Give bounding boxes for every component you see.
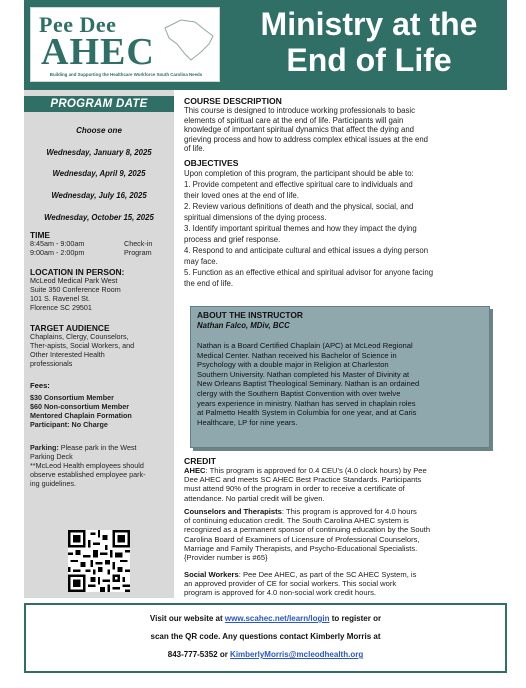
about-instructor-box (190, 306, 490, 448)
title-line-1: Ministry at the (260, 6, 478, 42)
objectives-line: 1. Provide competent and effective spiritual care to individuals and (184, 180, 413, 189)
credit-ahec-label: AHEC (184, 466, 206, 475)
audience-line: professionals (30, 359, 73, 368)
fee-line: $60 Non-consortium Member (30, 402, 130, 411)
credit-social-text: : Pee Dee AHEC, as part of the SC AHEC System, is (238, 570, 417, 579)
location-line: Suite 350 Conference Room (30, 285, 121, 294)
credit-social-label: Social Workers (184, 570, 239, 579)
objectives-heading: OBJECTIVES (184, 158, 239, 168)
credit-counselors-label: Counselors and Therapists (184, 507, 282, 516)
contact-footer (24, 603, 507, 673)
course-description-line: grieving process and how to address complex ethical issues at the end (184, 134, 429, 144)
location-heading: LOCATION IN PERSON: (30, 267, 125, 277)
credit-ahec-text: : This program is approved for 0.4 CEU's (4.0 clock hours) by Pee (205, 466, 427, 475)
course-description-line: knowledge of important spiritual dynamics that affect the dying and (184, 125, 414, 134)
date-option: Wednesday, January 8, 2025 (46, 148, 152, 157)
objectives-line: process and grief response. (184, 235, 281, 244)
sidebar (24, 90, 174, 598)
objectives-line: 3. Identify important spiritual themes and how they impact the dying (184, 224, 417, 233)
time-label: Program (124, 248, 152, 257)
website-link[interactable]: www.scahec.net/learn/login (224, 614, 330, 623)
instructor-bio-line: Nathan is a Board Certified Chaplain (APC) at McLeod Regional (197, 341, 413, 350)
footer-line-1 (26, 614, 505, 623)
choose-one-label: Choose one (76, 126, 122, 135)
credit-social-block (184, 570, 502, 598)
registration-qr-code[interactable] (68, 530, 130, 592)
header-banner (24, 0, 507, 90)
pee-dee-ahec-logo (30, 7, 220, 82)
parking-text: Please park in the West (58, 443, 137, 452)
location-line: McLeod Medical Park West (30, 276, 118, 285)
credit-social-line: program is approved for 4.0 non-social work credit hours. (184, 588, 377, 598)
credit-counselors-line (184, 507, 502, 516)
instructor-bio-line: years experience in ministry. Nathan has served in chaplain roles (197, 398, 416, 408)
parking-line: **McLeod Health employees should (30, 461, 144, 470)
course-description-line: of life. (184, 144, 205, 153)
objectives-line: 5. Function as an effective ethical and spiritual advisor for anyone facing (184, 268, 434, 277)
instructor-bio-line: Southern University. Nathan completed his Master of Divinity at (197, 369, 410, 379)
objectives-line: spiritual dimensions of the dying process. (184, 213, 327, 222)
instructor-name: Nathan Falco, MDiv, BCC (197, 321, 290, 330)
parking-line: Parking Deck (30, 452, 73, 461)
title-line-2: End of Life (286, 42, 452, 78)
instructor-bio-line: at Palmetto Health System in Columbia for one year, and at Caris (197, 408, 417, 418)
objectives-line: their loved ones at the end of life. (184, 191, 299, 200)
instructor-bio-line: clergy with the Southern Baptist Convention with over twelve (197, 388, 401, 398)
instructor-bio-line: New Orleans Baptist Theological Seminary. Nathan is an ordained (197, 379, 420, 389)
footer-text: Visit our website at (149, 614, 225, 623)
logo-tagline: Building and Supporting the Healthcare Workforce South Carolina Needs (49, 72, 203, 77)
objectives-line: 4. Respond to and anticipate cultural and ethical issues a dying person (184, 246, 429, 255)
date-option: Wednesday, April 9, 2025 (52, 169, 146, 178)
location-line: 101 S. Ravenel St. (30, 294, 90, 303)
credit-social-line: an approved provider of CE for social workers. This social work (184, 579, 397, 589)
fees-heading: Fees: (30, 381, 50, 390)
fee-line: Mentored Chaplain Formation (30, 411, 132, 420)
time-value: 8:45am - 9:00am (30, 239, 85, 248)
audience-line: Ther-apists, Social Workers, and (30, 341, 135, 350)
about-instructor-heading: ABOUT THE INSTRUCTOR (197, 310, 303, 320)
credit-counselors-block (184, 507, 502, 562)
objectives-line: may face. (184, 257, 218, 266)
footer-line-2: scan the QR code. Any questions contact Kimberly Morris at (150, 632, 381, 641)
credit-counselors-line: Marriage and Family Therapists, and Psycho-Educational Specialists. (184, 543, 418, 553)
fee-line: $30 Consortium Member (30, 393, 114, 402)
parking-line: observe established employee park- (30, 470, 146, 479)
instructor-bio (197, 341, 485, 427)
credit-counselors-line: Carolina Board of Examiners of Licensure of Professional Counselors, (184, 534, 420, 544)
location-line: Florence SC 29501 (30, 303, 92, 312)
time-heading: TIME (30, 230, 51, 240)
course-description-line: elements of spiritual care at the end of life. Participants will gain (184, 115, 404, 125)
footer-line-3 (26, 650, 505, 659)
instructor-bio-line: Psychology with a double major in Religion at Charleston (197, 360, 389, 370)
south-carolina-map-icon (161, 14, 217, 64)
audience-line: Chaplains, Clergy, Counselors, (30, 332, 129, 341)
credit-ahec-line: must attend 90% of the program in order to receive a certificate of (184, 484, 405, 494)
course-description-line: This course is designed to introduce working professionals to basic (184, 106, 415, 115)
time-label: Check-in (124, 239, 153, 248)
email-link[interactable]: KimberlyMorris@mcleodhealth.org (230, 650, 364, 659)
program-date-heading: PROGRAM DATE (24, 96, 174, 112)
logo-text-line1: Pee Dee (39, 12, 117, 37)
objectives-line: 2. Review various definitions of death and the physical, social, and (184, 202, 414, 211)
credit-heading: CREDIT (184, 456, 216, 466)
page-title (234, 6, 504, 78)
footer-phone: 843-777-5352 or (167, 650, 231, 659)
parking-line: ing guidelines. (30, 479, 76, 488)
credit-ahec-block (184, 466, 502, 503)
time-value: 9:00am - 2:00pm (30, 248, 85, 257)
logo-text-line2: AHEC (41, 31, 155, 73)
credit-counselors-text: : This program is approved for 4.0 hours (281, 507, 417, 516)
parking-label: Parking: (30, 443, 59, 452)
audience-line: Other Interested Health (30, 350, 105, 359)
date-option: Wednesday, July 16, 2025 (51, 191, 147, 200)
credit-counselors-line: recognized as a permanent sponsor of continuing education by the South (184, 525, 431, 535)
credit-ahec-line (184, 466, 502, 475)
credit-ahec-line: Dee AHEC and meets SC AHEC Best Practice Standards. Participants (184, 475, 422, 485)
date-option: Wednesday, October 15, 2025 (44, 213, 154, 222)
objectives-line: the end of life. (184, 279, 233, 288)
footer-text: to register or (329, 614, 382, 623)
course-description-heading: COURSE DESCRIPTION (184, 96, 282, 106)
target-audience-heading: TARGET AUDIENCE (30, 323, 110, 333)
objectives-line: Upon completion of this program, the participant should be able to: (184, 169, 414, 178)
fee-line: Participant: No Charge (30, 420, 108, 429)
credit-ahec-line: attendance. No partial credit will be given. (184, 493, 325, 503)
credit-counselors-line: of continuing education credit. The South Carolina AHEC system is (184, 516, 409, 526)
credit-counselors-line: {Provider number is #65} (184, 553, 268, 563)
instructor-bio-line: Medical Center. Nathan received his Bachelor of Science in (197, 350, 397, 360)
instructor-bio-line: Healthcare, LP for nine years. (197, 417, 298, 427)
credit-social-line (184, 570, 502, 579)
